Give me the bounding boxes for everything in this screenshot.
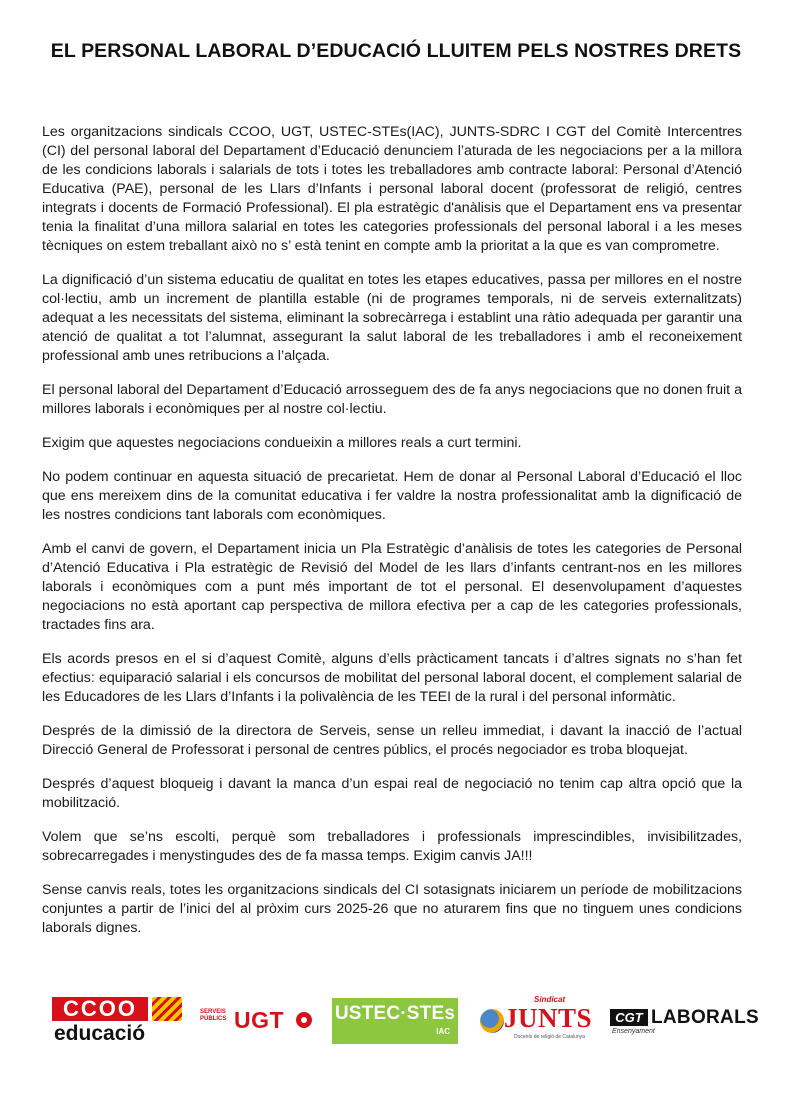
paragraph: Exigim que aquestes negociacions condueixin a millores reals a curt termini. <box>42 435 522 451</box>
paragraph: El personal laboral del Departament d’Educació arrosseguem des de fa anys negociacions que no donen fruit a millores laborals i econòmiques per al nostre col·lectiu. <box>42 382 742 417</box>
paragraph: Amb el canvi de govern, el Departament inicia un Pla Estratègic d’anàlisis de totes les categories de Personal d’Atenció Educativa i Pla estratègic de Revisió del Model de les llars d’infants centrant-nos en les millores laborals i econòmiques com a punt més important de tot el personal. El desenvolupament d’aquestes negociacions no està aportant cap perspectiva de millora efectiva per a cap de les categories professionals, tractades fins ara. <box>42 541 742 633</box>
paragraph: Els acords presos en el si d’aquest Comitè, alguns d’ells pràcticament tancats i d’altres signats no s’han fet efectius: equiparació salarial i els concursos de mobilitat del personal laboral docent, el complement salarial de les Educadores de les Llars d’Infants i la polivalència de les TEEI de la rural i del personal informàtic. <box>42 651 742 705</box>
ustec-logo-wordmark: USTEC·STEs <box>334 1003 456 1024</box>
paragraph: Volem que se’ns escolti, perquè som treballadores i professionals imprescindibles, invisibilitzades, sobrecarregades i menystingudes des de fa massa temps. Exigim canvis JA!!! <box>42 829 742 864</box>
document-body <box>42 123 742 953</box>
ccoo-logo-wordmark: CCOO <box>52 997 148 1021</box>
cgt-logo <box>610 1005 759 1045</box>
catalan-flag-icon <box>152 997 182 1021</box>
paragraph: Després de la dimissió de la directora de Serveis, sense un relleu immediat, i davant la inacció de l’actual Direcció General de Professorat i personal de centres públics, el procés negociador es troba bloquejat. <box>42 723 742 758</box>
ugt-logo <box>192 1005 320 1035</box>
paragraph: Després d’aquest bloqueig i davant la manca d’un espai real de negociació no tenim cap altra opció que la mobilització. <box>42 776 742 811</box>
ugt-circle-icon <box>296 1012 312 1028</box>
ccoo-logo <box>52 995 182 1047</box>
cgt-logo-subtitle: Ensenyament <box>612 1028 655 1035</box>
ustec-logo <box>332 998 458 1044</box>
paragraph: Les organitzacions sindicals CCOO, UGT, USTEC-STEs(IAC), JUNTS-SDRC I CGT del Comitè Intercentres (CI) del personal laboral del Departament d’Educació denunciem l’aturada de les negociacions per a la millora de les condicions laborals i salarials de tots i totes les treballadores amb contracte laboral: Personal d’Atenció Educativa (PAE), personal de les Llars d’Infants i personal laboral docent (professorat de religió, centres integrats i docents de Formació Professional). El pla estratègic d'anàlisis que el Departament ens va presentar tenia la finalitat d’una millora salarial en totes les categories professionals del personal laboral i a les meses tècniques on estem treballant això no s’ està tenint en compte amb la prioritat a la que es van comprometre. <box>42 124 742 254</box>
cgt-logo-box: CGT <box>610 1009 648 1026</box>
junts-logo-wordmark: JUNTS <box>504 1003 593 1033</box>
paragraph: Sense canvis reals, totes les organitzacions sindicals del CI sotasignats iniciarem un període de mobilitzacions conjuntes a partir de l’inici del al pròxim curs 2025-26 que no aturarem fins que no tinguem unes condicions laborals dignes. <box>42 882 742 936</box>
ustec-logo-subtitle: IAC <box>436 1027 450 1036</box>
ugt-logo-wordmark: UGT <box>234 1007 285 1033</box>
union-logos <box>40 995 759 1051</box>
paragraph: No podem continuar en aquesta situació de precarietat. Hem de donar al Personal Laboral d’Educació el lloc que ens mereixem dins de la comunitat educativa i fer valdre la nostra professionalitat amb la dignificació de les nostres condicions tant laborals com econòmiques. <box>42 469 742 523</box>
ccoo-logo-subtitle: educació <box>54 1022 146 1045</box>
paragraph: La dignificació d’un sistema educatiu de qualitat en totes les etapes educatives, passa per millores en el nostre col·lectiu, amb un increment de plantilla estable (ni de programes temporals, ni de serveis externalitzats) adequat a les necessitats del sistema, eliminant la sobrecàrrega i establint una ràtio adequada per garantir una atenció de qualitat a tot l’alumnat, assegurant la salut laboral de les treballadores i amb el reconeixement professional amb unes retribucions a l’alçada. <box>42 272 742 364</box>
junts-logo <box>476 995 592 1045</box>
ugt-logo-small-text: SERVEIS PÚBLICS <box>200 1009 227 1022</box>
globe-icon <box>480 1009 504 1033</box>
junts-logo-tagline: Docents de religió de Catalunya <box>514 1034 585 1040</box>
document-title: EL PERSONAL LABORAL D’EDUCACIÓ LLUITEM PELS NOSTRES DRETS <box>50 40 742 62</box>
junts-logo-top: Sindicat <box>534 995 566 1004</box>
cgt-logo-wordmark: LABORALS <box>651 1007 759 1028</box>
